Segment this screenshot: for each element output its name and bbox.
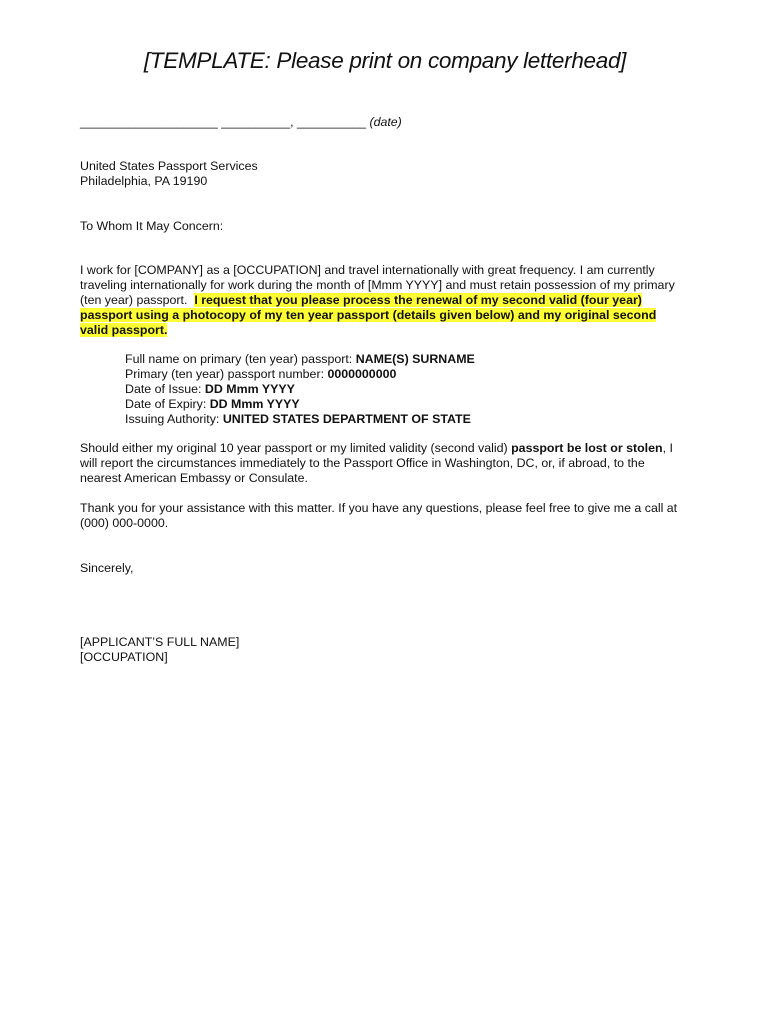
template-title: [TEMPLATE: Please print on company letterhead]: [143, 48, 627, 73]
detail-label: Issuing Authority:: [125, 412, 223, 426]
date-blanks: ____________________ __________, __________: [80, 115, 366, 129]
intro-line-5: [80, 323, 692, 338]
detail-date-of-issue: [125, 382, 685, 397]
detail-value: DD Mmm YYYY: [209, 397, 300, 411]
request-highlight-3: valid passport.: [80, 323, 168, 337]
request-highlight-2: passport using a photocopy of my ten year passport (details given below) and my original second: [80, 308, 657, 322]
thanks-line-2: (000) 000-0000.: [80, 516, 169, 530]
passport-details: [125, 352, 685, 427]
detail-value: UNITED STATES DEPARTMENT OF STATE: [222, 412, 471, 426]
lost-line-1-text: Should either my original 10 year passport or my limited validity (second valid): [80, 441, 512, 455]
signature-block: [80, 635, 692, 665]
detail-value: NAME(S) SURNAME: [355, 352, 475, 366]
intro-line-3: [80, 293, 692, 308]
detail-value: DD Mmm YYYY: [204, 382, 295, 396]
applicant-name: [APPLICANT’S FULL NAME]: [80, 635, 240, 649]
detail-passport-number: [125, 367, 685, 382]
lost-line-1-end: , I: [662, 441, 673, 455]
intro-line-1: I work for [COMPANY] as a [OCCUPATION] and travel internationally with great frequency. I am currently: [80, 263, 655, 277]
lost-passport-paragraph: [80, 441, 692, 486]
lost-line-1: [80, 441, 692, 456]
request-highlight-1: I request that you please process the renewal of my second valid (four year): [194, 293, 642, 307]
detail-value: 0000000000: [327, 367, 397, 381]
salutation: To Whom It May Concern:: [80, 219, 224, 233]
detail-label: Date of Issue:: [125, 382, 205, 396]
detail-label: Full name on primary (ten year) passport:: [125, 352, 356, 366]
date-label: (date): [369, 115, 402, 129]
thanks-paragraph: [80, 501, 692, 531]
lost-stolen-bold: passport be lost or stolen: [511, 441, 663, 455]
thanks-line-1: Thank you for your assistance with this matter. If you have any questions, please feel free to give me a call at: [80, 501, 678, 515]
lost-line-2: will report the circumstances immediately to the Passport Office in Washington, DC, or, if abroad, to the: [80, 456, 645, 470]
detail-date-of-expiry: [125, 397, 685, 412]
date-line: [80, 115, 692, 130]
detail-label: Date of Expiry:: [125, 397, 210, 411]
detail-label: Primary (ten year) passport number:: [125, 367, 328, 381]
intro-line-3-text: (ten year) passport.: [80, 293, 195, 307]
address-line-1: United States Passport Services: [80, 159, 258, 173]
intro-line-4: [80, 308, 692, 323]
applicant-occupation: [OCCUPATION]: [80, 650, 168, 664]
detail-full-name: [125, 352, 685, 367]
intro-line-2: traveling internationally for work during the month of [Mmm YYYY] and must retain possession of my primary: [80, 278, 675, 292]
address-line-2: Philadelphia, PA 19190: [80, 174, 208, 188]
closing: Sincerely,: [80, 561, 134, 575]
lost-line-3: nearest American Embassy or Consulate.: [80, 471, 308, 485]
recipient-address: [80, 159, 692, 189]
intro-paragraph: [80, 263, 692, 338]
detail-issuing-authority: [125, 412, 685, 427]
